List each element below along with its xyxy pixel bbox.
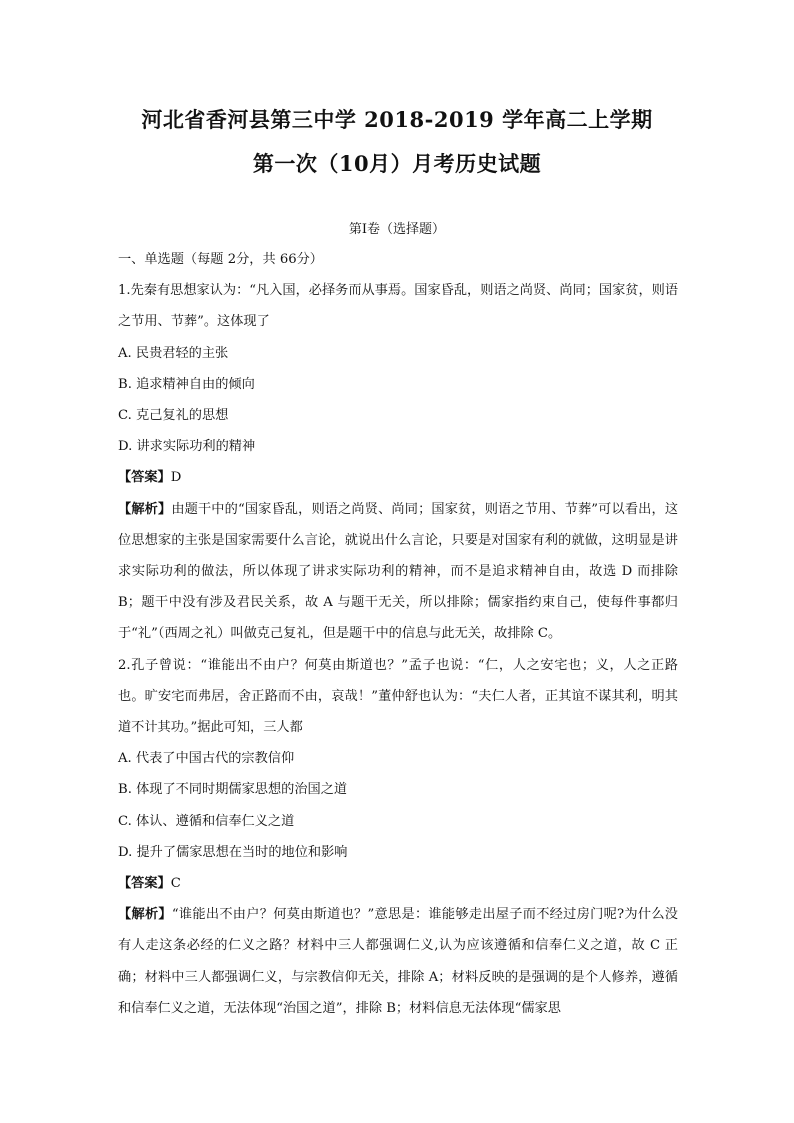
exam-content (118, 244, 678, 1024)
question-1-option-b: B. 追求精神自由的倾向 (118, 376, 255, 392)
question-2-option-a: A. 代表了中国古代的宗教信仰 (118, 751, 295, 767)
analysis-text: “谁能出不由户？何莫由斯道也？”意思是：谁能够走出屋子而不经过房门呢?为什么没有人走这条必经的仁义之路？材料中三人都强调仁义,认为应该遵循和信奉仁义之道，故 C 正确；材料中三人都强调仁义，与宗教信仰无关，排除 A；材料反映的是强调的是个人修养，遵循和信奉仁义之道，无法体现“治国之道”，排除 B；材料信息无法体现“儒家思 (118, 907, 678, 1016)
document-title-line2: 第一次（10月）月考历史试题 (252, 151, 542, 176)
analysis-label: 【解析】 (118, 501, 172, 517)
answer-label: 【答案】 (118, 876, 171, 892)
section-heading: 第Ⅰ卷（选择题） (348, 222, 446, 237)
question-1-answer (118, 462, 678, 493)
document-title-line1: 河北省香河县第三中学 2018-2019 学年高二上学期 (141, 107, 653, 132)
question-2-analysis (118, 899, 678, 1024)
answer-value: D (170, 470, 182, 486)
answer-value: C (170, 876, 181, 892)
question-2-stem: 2.孔子曾说：“谁能出不由户？何莫由斯道也？”孟子也说：“仁，人之安宅也；义，人之正路也。旷安宅而弗居，舍正路而不由，哀哉！”董仲舒也认为：“夫仁人者，正其谊不谋其利，明其道不计其功。”据此可知，三人都 (118, 657, 678, 736)
analysis-text: 由题干中的“国家昏乱，则语之尚贤、尚同；国家贫，则语之节用、节葬”可以看出，这位思想家的主张是国家需要什么言论，就说出什么言论，只要是对国家有利的就做，这明显是讲求实际功利的做法，所以体现了讲求实际功利的精神，而不是追求精神自由，故选 D 而排除 B；题干中没有涉及君民关系，故 A 与题干无关，所以排除；儒家指约束自己，使每件事都归于“礼”（西周之礼）叫做克己复礼，但是题干中的信息与此无关，故排除 C。 (118, 501, 679, 642)
analysis-label: 【解析】 (118, 907, 172, 923)
question-2-option-c: C. 体认、遵循和信奉仁义之道 (118, 813, 295, 829)
answer-label: 【答案】 (118, 470, 171, 486)
question-2-option-b: B. 体现了不同时期儒家思想的治国之道 (118, 782, 348, 798)
question-2-option-d: D. 提升了儒家思想在当时的地位和影响 (118, 844, 348, 860)
question-2-answer (118, 868, 678, 899)
question-1-option-c: C. 克己复礼的思想 (118, 408, 229, 424)
question-1-analysis (118, 494, 678, 650)
question-1-stem: 1.先秦有思想家认为：“凡入国，必择务而从事焉。国家昏乱，则语之尚贤、尚同；国家贫，则语之节用、节葬”。这体现了 (118, 283, 679, 330)
question-1-option-d: D. 讲求实际功利的精神 (118, 439, 256, 455)
part-heading: 一、单选题（每题 2分，共 66分） (118, 252, 323, 267)
question-1-option-a: A. 民贵君轻的主张 (118, 345, 229, 361)
